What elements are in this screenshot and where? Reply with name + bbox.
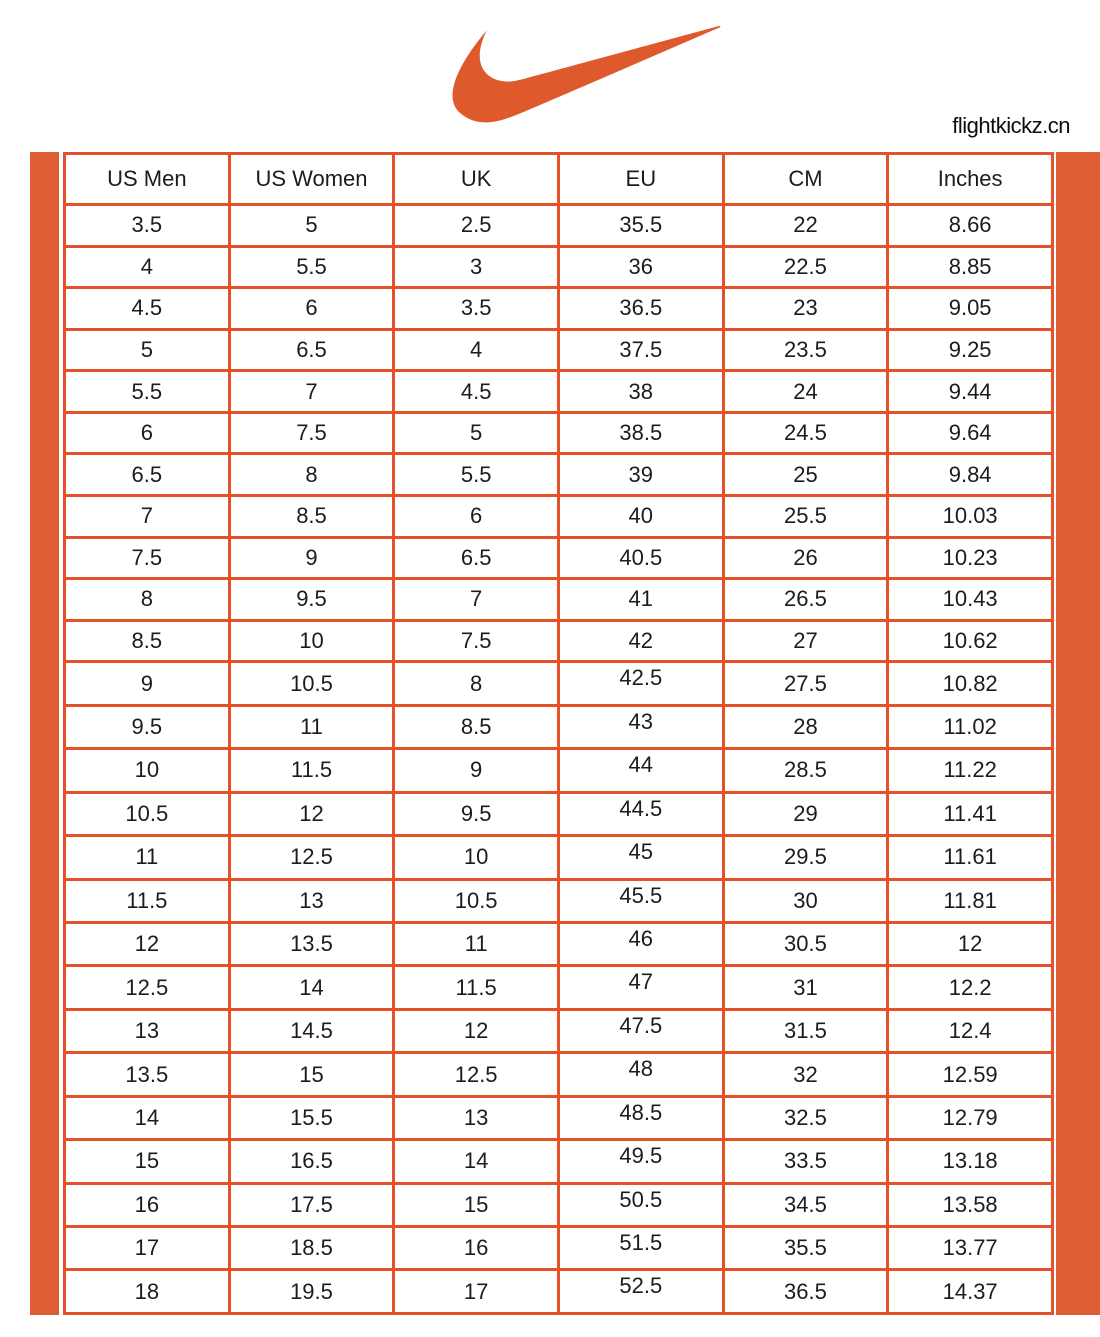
cell-inches: 10.62 — [888, 620, 1053, 662]
col-header-us-women: US Women — [229, 154, 394, 205]
cell-eu: 46 — [558, 922, 723, 965]
cell-us-men: 12.5 — [65, 966, 230, 1009]
cell-us-women: 16.5 — [229, 1140, 394, 1183]
cell-inches: 14.37 — [888, 1270, 1053, 1314]
table-row — [65, 246, 1053, 288]
col-header-inches: Inches — [888, 154, 1053, 205]
cell-cm: 26.5 — [723, 579, 888, 621]
cell-eu: 36 — [558, 246, 723, 288]
cell-uk: 6.5 — [394, 537, 559, 579]
table-row — [65, 879, 1053, 922]
cell-us-women: 5 — [229, 205, 394, 247]
cell-eu: 42.5 — [558, 662, 723, 705]
cell-us-men: 16 — [65, 1183, 230, 1226]
cell-eu: 48.5 — [558, 1096, 723, 1139]
cell-us-men: 11.5 — [65, 879, 230, 922]
cell-inches: 12.79 — [888, 1096, 1053, 1139]
col-header-uk: UK — [394, 154, 559, 205]
cell-inches: 11.61 — [888, 836, 1053, 879]
cell-inches: 11.22 — [888, 749, 1053, 792]
cell-inches: 10.82 — [888, 662, 1053, 705]
cell-uk: 10.5 — [394, 879, 559, 922]
cell-inches: 12.2 — [888, 966, 1053, 1009]
cell-inches: 10.43 — [888, 579, 1053, 621]
cell-uk: 14 — [394, 1140, 559, 1183]
cell-us-women: 13.5 — [229, 922, 394, 965]
table-row — [65, 329, 1053, 371]
cell-us-men: 12 — [65, 922, 230, 965]
cell-inches: 9.44 — [888, 371, 1053, 413]
cell-us-women: 9 — [229, 537, 394, 579]
cell-uk: 10 — [394, 836, 559, 879]
cell-us-women: 5.5 — [229, 246, 394, 288]
table-row — [65, 836, 1053, 879]
cell-us-men: 10.5 — [65, 792, 230, 835]
cell-us-men: 8.5 — [65, 620, 230, 662]
cell-cm: 24 — [723, 371, 888, 413]
cell-inches: 10.03 — [888, 496, 1053, 538]
table-row — [65, 579, 1053, 621]
cell-eu: 45.5 — [558, 879, 723, 922]
cell-uk: 9 — [394, 749, 559, 792]
cell-us-men: 17 — [65, 1227, 230, 1270]
cell-eu: 40.5 — [558, 537, 723, 579]
cell-us-men: 10 — [65, 749, 230, 792]
cell-us-men: 9.5 — [65, 705, 230, 748]
cell-cm: 25 — [723, 454, 888, 496]
cell-eu: 52.5 — [558, 1270, 723, 1314]
cell-eu: 48 — [558, 1053, 723, 1096]
cell-cm: 24.5 — [723, 412, 888, 454]
table-body — [65, 205, 1053, 1314]
left-accent-bar — [30, 152, 59, 1315]
cell-inches: 9.05 — [888, 288, 1053, 330]
cell-inches: 13.77 — [888, 1227, 1053, 1270]
cell-uk: 8.5 — [394, 705, 559, 748]
cell-eu: 44.5 — [558, 792, 723, 835]
table-row — [65, 1140, 1053, 1183]
table-row — [65, 412, 1053, 454]
cell-eu: 42 — [558, 620, 723, 662]
cell-us-men: 9 — [65, 662, 230, 705]
cell-us-men: 13.5 — [65, 1053, 230, 1096]
right-accent-bar — [1056, 152, 1100, 1315]
cell-us-women: 14.5 — [229, 1009, 394, 1052]
cell-cm: 26 — [723, 537, 888, 579]
cell-us-men: 7 — [65, 496, 230, 538]
cell-inches: 9.25 — [888, 329, 1053, 371]
cell-inches: 11.02 — [888, 705, 1053, 748]
cell-eu: 38.5 — [558, 412, 723, 454]
cell-inches: 12.4 — [888, 1009, 1053, 1052]
cell-us-men: 13 — [65, 1009, 230, 1052]
table-row — [65, 496, 1053, 538]
cell-us-women: 11.5 — [229, 749, 394, 792]
cell-cm: 32 — [723, 1053, 888, 1096]
cell-inches: 12 — [888, 922, 1053, 965]
table-row — [65, 288, 1053, 330]
cell-eu: 37.5 — [558, 329, 723, 371]
cell-uk: 5 — [394, 412, 559, 454]
table-row — [65, 1227, 1053, 1270]
table-row — [65, 1096, 1053, 1139]
cell-cm: 34.5 — [723, 1183, 888, 1226]
cell-us-men: 14 — [65, 1096, 230, 1139]
cell-uk: 3 — [394, 246, 559, 288]
cell-cm: 29.5 — [723, 836, 888, 879]
cell-us-men: 7.5 — [65, 537, 230, 579]
cell-inches: 12.59 — [888, 1053, 1053, 1096]
table-row — [65, 922, 1053, 965]
cell-uk: 4.5 — [394, 371, 559, 413]
table-head — [65, 154, 1053, 205]
cell-cm: 31 — [723, 966, 888, 1009]
cell-cm: 29 — [723, 792, 888, 835]
cell-cm: 33.5 — [723, 1140, 888, 1183]
cell-uk: 6 — [394, 496, 559, 538]
table-row — [65, 1053, 1053, 1096]
cell-us-men: 15 — [65, 1140, 230, 1183]
cell-cm: 36.5 — [723, 1270, 888, 1314]
cell-us-women: 19.5 — [229, 1270, 394, 1314]
cell-inches: 8.66 — [888, 205, 1053, 247]
cell-uk: 17 — [394, 1270, 559, 1314]
cell-cm: 27.5 — [723, 662, 888, 705]
cell-us-women: 7.5 — [229, 412, 394, 454]
cell-us-women: 13 — [229, 879, 394, 922]
col-header-cm: CM — [723, 154, 888, 205]
cell-eu: 41 — [558, 579, 723, 621]
cell-cm: 35.5 — [723, 1227, 888, 1270]
table-row — [65, 966, 1053, 1009]
table-row — [65, 1183, 1053, 1226]
table-row — [65, 662, 1053, 705]
cell-uk: 11 — [394, 922, 559, 965]
cell-eu: 40 — [558, 496, 723, 538]
table-row — [65, 371, 1053, 413]
cell-uk: 11.5 — [394, 966, 559, 1009]
cell-uk: 12 — [394, 1009, 559, 1052]
cell-uk: 4 — [394, 329, 559, 371]
col-header-us-men: US Men — [65, 154, 230, 205]
cell-us-women: 8.5 — [229, 496, 394, 538]
cell-cm: 32.5 — [723, 1096, 888, 1139]
cell-us-women: 11 — [229, 705, 394, 748]
cell-us-men: 6 — [65, 412, 230, 454]
cell-inches: 10.23 — [888, 537, 1053, 579]
table-row — [65, 620, 1053, 662]
cell-us-women: 17.5 — [229, 1183, 394, 1226]
table-row — [65, 205, 1053, 247]
cell-cm: 25.5 — [723, 496, 888, 538]
size-conversion-table — [63, 152, 1054, 1315]
cell-cm: 27 — [723, 620, 888, 662]
cell-us-men: 18 — [65, 1270, 230, 1314]
site-url-text: flightkickz.cn — [952, 113, 1070, 138]
cell-eu: 43 — [558, 705, 723, 748]
cell-us-women: 6.5 — [229, 329, 394, 371]
cell-us-men: 4.5 — [65, 288, 230, 330]
cell-cm: 22 — [723, 205, 888, 247]
cell-cm: 30 — [723, 879, 888, 922]
table-row — [65, 749, 1053, 792]
nike-swoosh-path — [453, 26, 721, 122]
cell-uk: 5.5 — [394, 454, 559, 496]
cell-eu: 47 — [558, 966, 723, 1009]
cell-uk: 12.5 — [394, 1053, 559, 1096]
cell-eu: 51.5 — [558, 1227, 723, 1270]
col-header-eu: EU — [558, 154, 723, 205]
table-row — [65, 454, 1053, 496]
cell-cm: 22.5 — [723, 246, 888, 288]
cell-uk: 16 — [394, 1227, 559, 1270]
table-row — [65, 792, 1053, 835]
cell-eu: 50.5 — [558, 1183, 723, 1226]
table-row — [65, 1009, 1053, 1052]
cell-us-women: 7 — [229, 371, 394, 413]
cell-eu: 45 — [558, 836, 723, 879]
cell-uk: 13 — [394, 1096, 559, 1139]
cell-us-men: 4 — [65, 246, 230, 288]
cell-uk: 3.5 — [394, 288, 559, 330]
cell-us-men: 5.5 — [65, 371, 230, 413]
cell-uk: 7 — [394, 579, 559, 621]
cell-us-women: 9.5 — [229, 579, 394, 621]
cell-us-men: 6.5 — [65, 454, 230, 496]
nike-swoosh-icon — [452, 24, 722, 123]
cell-inches: 13.58 — [888, 1183, 1053, 1226]
cell-inches: 11.41 — [888, 792, 1053, 835]
cell-uk: 9.5 — [394, 792, 559, 835]
cell-inches: 8.85 — [888, 246, 1053, 288]
cell-us-women: 6 — [229, 288, 394, 330]
cell-inches: 11.81 — [888, 879, 1053, 922]
cell-eu: 38 — [558, 371, 723, 413]
cell-eu: 39 — [558, 454, 723, 496]
cell-us-men: 8 — [65, 579, 230, 621]
cell-eu: 47.5 — [558, 1009, 723, 1052]
cell-us-men: 5 — [65, 329, 230, 371]
cell-us-women: 12.5 — [229, 836, 394, 879]
cell-eu: 49.5 — [558, 1140, 723, 1183]
cell-us-women: 10.5 — [229, 662, 394, 705]
cell-us-women: 15 — [229, 1053, 394, 1096]
cell-cm: 28.5 — [723, 749, 888, 792]
cell-us-men: 3.5 — [65, 205, 230, 247]
cell-eu: 35.5 — [558, 205, 723, 247]
cell-cm: 31.5 — [723, 1009, 888, 1052]
cell-cm: 23.5 — [723, 329, 888, 371]
table-row — [65, 705, 1053, 748]
cell-cm: 28 — [723, 705, 888, 748]
table-row — [65, 1270, 1053, 1314]
cell-uk: 8 — [394, 662, 559, 705]
cell-inches: 13.18 — [888, 1140, 1053, 1183]
cell-inches: 9.64 — [888, 412, 1053, 454]
cell-us-women: 15.5 — [229, 1096, 394, 1139]
cell-eu: 44 — [558, 749, 723, 792]
cell-us-women: 8 — [229, 454, 394, 496]
cell-us-women: 12 — [229, 792, 394, 835]
cell-us-women: 14 — [229, 966, 394, 1009]
table-row — [65, 537, 1053, 579]
cell-us-women: 18.5 — [229, 1227, 394, 1270]
cell-cm: 23 — [723, 288, 888, 330]
cell-uk: 15 — [394, 1183, 559, 1226]
cell-inches: 9.84 — [888, 454, 1053, 496]
cell-eu: 36.5 — [558, 288, 723, 330]
table-header-row — [65, 154, 1053, 205]
cell-uk: 2.5 — [394, 205, 559, 247]
cell-us-women: 10 — [229, 620, 394, 662]
cell-cm: 30.5 — [723, 922, 888, 965]
cell-uk: 7.5 — [394, 620, 559, 662]
cell-us-men: 11 — [65, 836, 230, 879]
